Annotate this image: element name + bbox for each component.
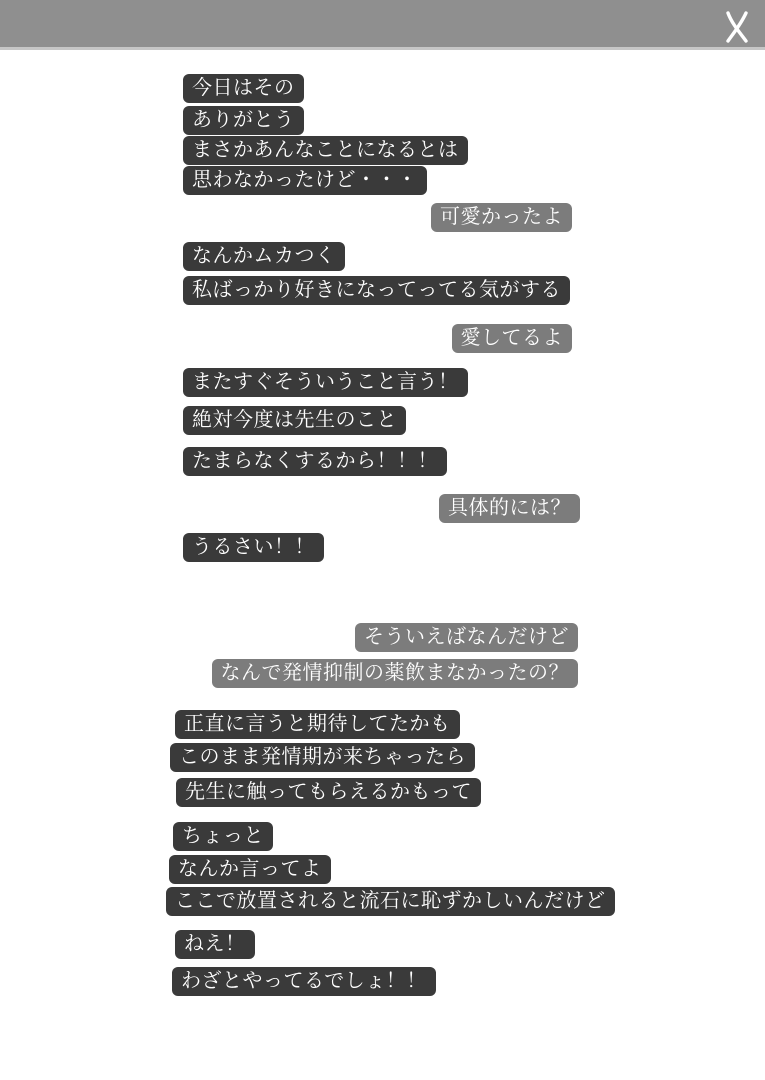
chat-bubble-left: 私ばっかり好きになってってる気がする: [183, 276, 570, 305]
chat-bubble-left: またすぐそういうこと言う！: [183, 368, 468, 397]
chat-bubble-left: 思わなかったけど・・・: [183, 166, 427, 195]
chat-bubble-left: 絶対今度は先生のこと: [183, 406, 406, 435]
chat-bubble-left: たまらなくするから！！！: [183, 447, 447, 476]
chat-bubble-left: 今日はその: [183, 74, 304, 103]
chat-bubble-left: ちょっと: [173, 822, 273, 851]
chat-bubble-left: なんかムカつく: [183, 242, 345, 271]
chat-bubble-right: 具体的には？: [439, 494, 580, 523]
chat-bubble-right: 可愛かったよ: [431, 203, 572, 232]
close-button[interactable]: [722, 8, 752, 46]
chat-bubble-right: 愛してるよ: [452, 324, 573, 353]
chat-bubble-left: ありがとう: [183, 106, 304, 135]
chat-bubble-left: 先生に触ってもらえるかもって: [176, 778, 481, 807]
chat-bubble-left: ねえ！: [175, 930, 255, 959]
chat-bubble-left: このまま発情期が来ちゃったら: [170, 743, 475, 772]
chat-bubble-left: まさかあんなことになるとは: [183, 136, 468, 165]
chat-bubble-left: わざとやってるでしょ！！: [172, 967, 436, 996]
message-list: [0, 53, 765, 1080]
chat-bubble-left: うるさい！！: [183, 533, 324, 562]
chat-bubble-right: そういえばなんだけど: [355, 623, 578, 652]
chat-bubble-left: ここで放置されると流石に恥ずかしいんだけど: [166, 887, 615, 916]
chat-bubble-left: なんか言ってよ: [169, 855, 331, 884]
close-icon: [725, 10, 749, 44]
header-bar: [0, 0, 765, 50]
chat-bubble-right: なんで発情抑制の薬飲まなかったの？: [212, 659, 579, 688]
chat-bubble-left: 正直に言うと期待してたかも: [175, 710, 460, 739]
